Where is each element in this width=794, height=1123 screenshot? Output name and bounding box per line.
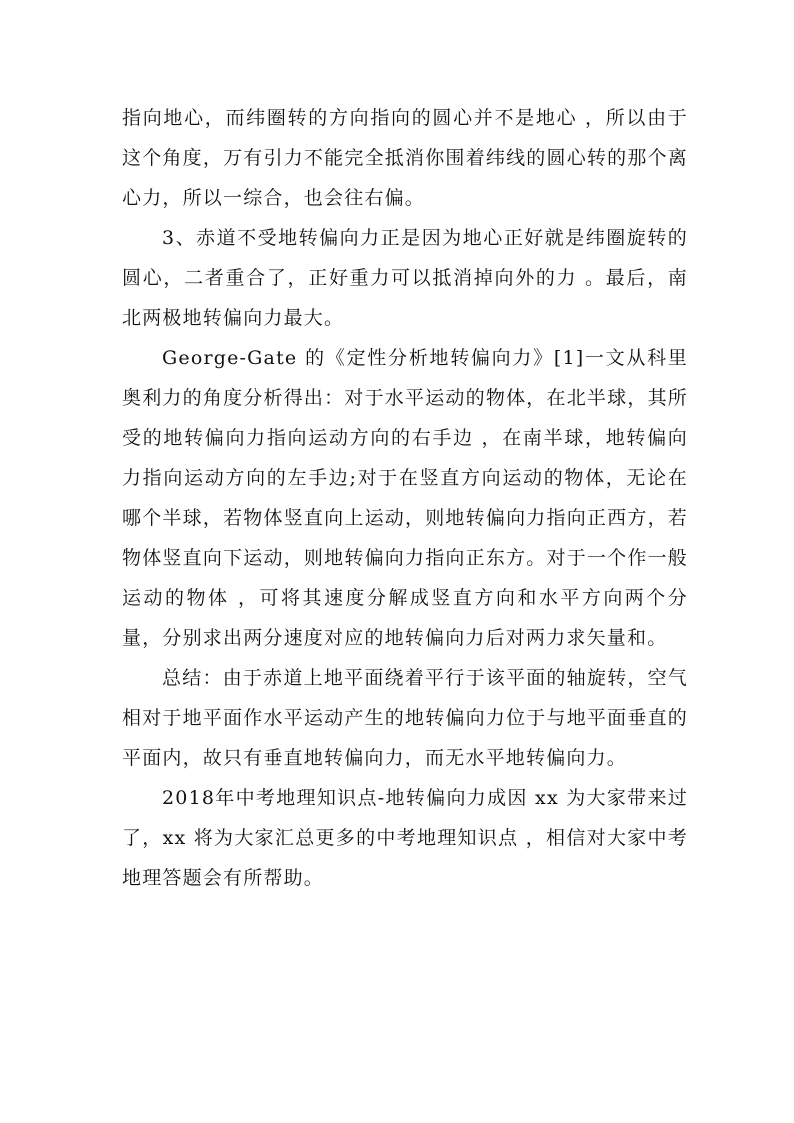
paragraph-closing-note: 2018年中考地理知识点-地转偏向力成因 xx 为大家带来过了，xx 将为大家汇总更多的中考地理知识点 ，相信对大家中考地理答题会有所帮助。 — [122, 787, 688, 889]
paragraph-equator-and-poles: 3、赤道不受地转偏向力正是因为地心正好就是纬圈旋转的圆心，二者重合了，正好重力可以抵消掉向外的力 。最后，南北两极地转偏向力最大。 — [122, 227, 688, 329]
document-body — [122, 98, 688, 898]
paragraph-george-gate-analysis: George-Gate 的《定性分析地转偏向力》[1]一文从科里奥利力的角度分析得出：对于水平运动的物体，在北半球，其所受的地转偏向力指向运动方向的右手边 ，在南半球，地转偏向力指向运动方向的左手边;对于在竖直方向运动的物体，无论在哪个半球，若物体竖直向上运动，则地转偏向力指向正西方，若物体竖直向下运动，则地转偏向力指向正东方。对于一个作一般运动的物体 ，可将其速度分解成竖直方向和水平方向两个分量，分别求出两分速度对应的地转偏向力后对两力求矢量和。 — [122, 347, 688, 649]
paragraph-coriolis-latitude-explanation: 指向地心，而纬圈转的方向指向的圆心并不是地心 ，所以由于这个角度，万有引力不能完全抵消你围着纬线的圆心转的那个离心力，所以一综合，也会往右偏。 — [122, 107, 688, 209]
paragraph-summary: 总结：由于赤道上地平面绕着平行于该平面的轴旋转，空气相对于地平面作水平运动产生的地转偏向力位于与地平面垂直的平面内，故只有垂直地转偏向力，而无水平地转偏向力。 — [122, 667, 688, 769]
